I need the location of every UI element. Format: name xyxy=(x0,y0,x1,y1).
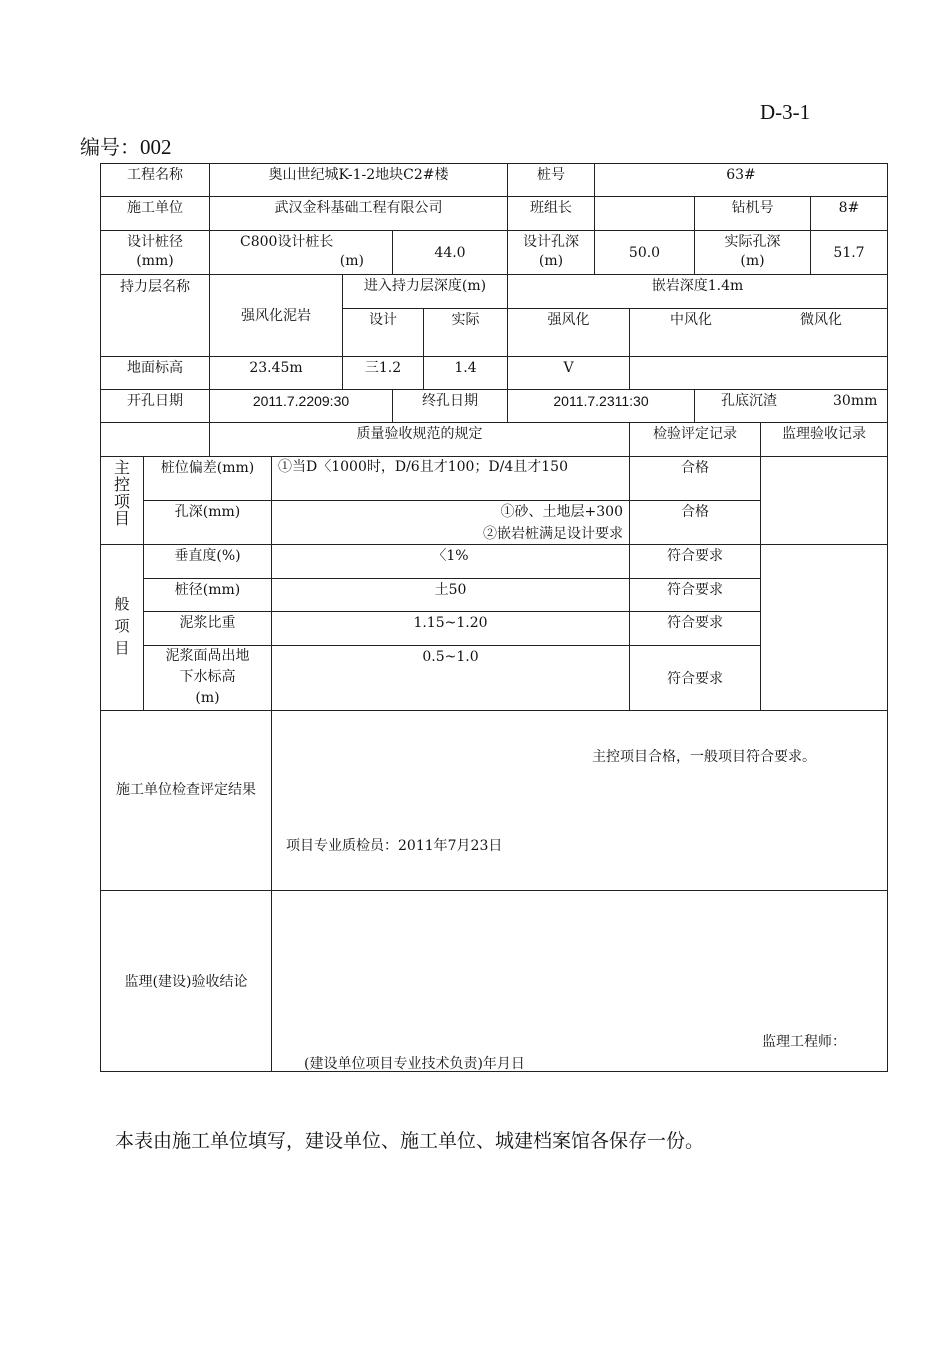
supervise-record-header: 监理验收记录 xyxy=(760,422,888,457)
moderately-weathered-header: 中风化 xyxy=(670,312,712,328)
design-length-unit: (m) xyxy=(339,253,364,269)
supervision-footer: (建设单位项目专业技术负责)年月日 xyxy=(304,1056,525,1072)
sediment-cell xyxy=(694,389,888,423)
item-spec-line-1: ①砂、土地层+300 xyxy=(500,504,623,520)
item-result: 合格 xyxy=(629,456,761,501)
strongly-weathered-entry: V xyxy=(507,356,630,390)
bearing-layer-label: 持力层名称 xyxy=(100,274,210,357)
bearing-layer-value: 强风化泥岩 xyxy=(209,274,343,357)
end-date-label: 终孔日期 xyxy=(392,389,508,423)
open-date-label: 开孔日期 xyxy=(100,389,210,423)
quality-inspector: 项目专业质检员：2011年7月23日 xyxy=(286,838,503,854)
design-depth-label-1: 设计孔深 xyxy=(523,234,579,250)
footer-note: 本表由施工单位填写，建设单位、施工单位、城建档案馆各保存一份。 xyxy=(115,1130,705,1152)
main-control-group xyxy=(100,456,144,545)
construction-unit-value: 武汉金科基础工程有限公司 xyxy=(209,196,508,231)
design-subheader: 设计 xyxy=(342,308,424,357)
general-supervise-record xyxy=(760,544,888,711)
item-spec: 1.15~1.20 xyxy=(271,611,630,646)
item-name: 垂直度(%) xyxy=(143,544,272,579)
construction-check-content xyxy=(271,710,888,891)
supervision-engineer: 监理工程师： xyxy=(762,1034,846,1050)
actual-depth-label-1: 实际孔深 xyxy=(724,234,781,250)
item-name xyxy=(143,645,272,711)
strongly-weathered-header: 强风化 xyxy=(507,308,630,357)
main-group-char-4: 目 xyxy=(113,509,130,528)
sediment-label: 孔底沉渣 xyxy=(721,393,777,409)
pile-number-value: 63# xyxy=(594,163,888,197)
rig-number-label: 钻机号 xyxy=(694,196,811,231)
slightly-weathered-header: 微风化 xyxy=(800,312,842,328)
end-date-value: 2011.7.2311:30 xyxy=(507,389,695,423)
supervision-label: 监理(建设)验收结论 xyxy=(100,890,272,1072)
project-name-label: 工程名称 xyxy=(100,163,210,197)
main-group-char-3: 项 xyxy=(113,492,130,511)
form-number-value: 002 xyxy=(140,135,172,159)
form-number xyxy=(80,131,172,160)
item-result: 符合要求 xyxy=(629,611,761,646)
item-spec: ①当D〈1000时，D/6且才100；D/4且才150 xyxy=(271,456,630,501)
item-spec-line-2: ②嵌岩桩满足设计要求 xyxy=(483,526,623,542)
actual-subheader: 实际 xyxy=(423,308,508,357)
team-leader-value xyxy=(594,196,695,231)
weathered-headers xyxy=(629,308,888,357)
project-name-value: 奥山世纪城K-1-2地块C2#楼 xyxy=(209,163,508,197)
item-spec: 〈1% xyxy=(271,544,630,579)
quality-header-blank xyxy=(100,422,210,457)
check-record-header: 检验评定记录 xyxy=(629,422,761,457)
actual-depth-label xyxy=(694,230,811,275)
weathered-entry-blank xyxy=(629,356,888,390)
construction-check-result: 主控项目合格，一般项目符合要求。 xyxy=(592,749,816,765)
item-name: 孔深(mm) xyxy=(143,500,272,545)
enter-depth-label: 进入持力层深度(m) xyxy=(342,274,508,309)
general-group-char-3: 目 xyxy=(114,639,130,657)
ground-elevation-label: 地面标高 xyxy=(100,356,210,390)
sediment-value: 30mm xyxy=(833,393,878,409)
actual-depth-entry: 1.4 xyxy=(423,356,508,390)
design-diameter-label-2: (mm) xyxy=(136,253,174,269)
general-group-char-1: 般 xyxy=(114,595,130,613)
item-name-line-2: 下水标高 xyxy=(179,669,236,685)
item-name-line-1: 泥浆面咼出地 xyxy=(165,648,250,664)
form-code: D-3-1 xyxy=(760,100,811,124)
item-name: 桩位偏差(mm) xyxy=(143,456,272,501)
item-result: 符合要求 xyxy=(629,544,761,579)
spec-header: 质量验收规范的规定 xyxy=(209,422,630,457)
actual-depth-label-2: (m) xyxy=(740,253,765,269)
item-result: 合格 xyxy=(629,500,761,545)
actual-depth-value: 51.7 xyxy=(810,230,888,275)
open-date-value: 2011.7.2209:30 xyxy=(209,389,393,423)
pile-number-label: 桩号 xyxy=(507,163,595,197)
form-number-label: 编号： xyxy=(80,135,140,159)
general-group-char-2: 项 xyxy=(114,617,130,635)
main-group-char-1: 主 xyxy=(113,458,130,477)
item-spec xyxy=(271,500,630,545)
main-supervise-record xyxy=(760,456,888,545)
construction-check-label: 施工单位检查评定结果 xyxy=(100,710,272,891)
rock-depth-label: 嵌岩深度1.4m xyxy=(507,274,888,309)
rig-number-value: 8# xyxy=(810,196,888,231)
design-diameter-label xyxy=(100,230,210,275)
design-length-value: 44.0 xyxy=(392,230,508,275)
design-depth-entry: 三1.2 xyxy=(342,356,424,390)
design-diameter-value: C800 xyxy=(240,234,278,250)
design-depth-value: 50.0 xyxy=(594,230,695,275)
design-length-label: 设计桩长 xyxy=(277,234,334,250)
design-diameter-label-1: 设计桩径 xyxy=(127,234,183,250)
item-result: 符合要求 xyxy=(629,578,761,612)
general-group xyxy=(100,544,144,711)
supervision-content xyxy=(271,890,888,1072)
item-name: 桩径(mm) xyxy=(143,578,272,612)
ground-elevation-value: 23.45m xyxy=(209,356,343,390)
item-name-line-3: (m) xyxy=(195,690,220,706)
construction-unit-label: 施工单位 xyxy=(100,196,210,231)
item-spec: 0.5~1.0 xyxy=(271,645,630,711)
team-leader-label: 班组长 xyxy=(507,196,595,231)
design-depth-label xyxy=(507,230,595,275)
design-diameter-cell xyxy=(209,230,393,275)
design-depth-label-2: (m) xyxy=(538,253,564,269)
item-result: 符合要求 xyxy=(629,645,761,711)
item-name: 泥浆比重 xyxy=(143,611,272,646)
item-spec: 土50 xyxy=(271,578,630,612)
main-group-char-2: 控 xyxy=(113,475,130,494)
